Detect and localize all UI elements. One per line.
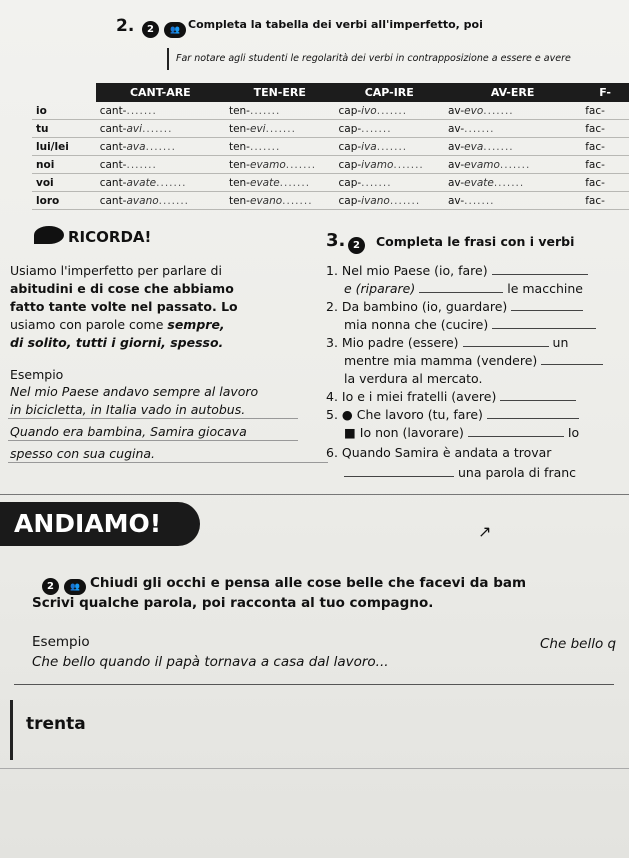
cell-handwritten-answer: evo [464,104,484,117]
cell-stem: cant- [99,140,127,153]
table-cell-cap[interactable] [335,102,445,120]
cell-handwritten-answer: avano [126,194,159,207]
table-cell-f [581,120,629,138]
table-cell-pron [32,120,96,138]
cell-dotted-blank: ....... [156,176,187,189]
pair-work-icon: 2 [142,21,159,38]
andiamo-badges [42,574,86,595]
andiamo-write-line [14,684,614,685]
cell-stem: tu [36,122,49,135]
cell-dotted-blank: ....... [389,194,421,207]
ricorda-divider-2 [8,440,298,441]
table-header-cantare: CANT-ARE [96,83,225,102]
cell-stem: av- [448,104,465,117]
answer-blank-2[interactable] [419,280,503,293]
cell-stem: cant- [99,122,127,135]
ricorda-example-4: spesso con sua cugina. [10,446,156,461]
answer-blank-5[interactable] [463,334,549,347]
cell-handwritten-answer: evate [249,176,280,189]
exercise-2-teacher-note: Far notare agli studenti le regolarità dei verbi in contrapposizione a essere e avere [176,53,571,64]
cell-stem: cant- [99,104,127,117]
cell-handwritten-answer: evamo [464,158,500,171]
pair-work-icon: 2 [348,237,365,254]
sentence-1a-text: 1. Nel mio Paese (io, fare) [326,263,488,278]
cell-dotted-blank: ....... [376,140,408,153]
sentence-4-text: 4. Io e i miei fratelli (avere) [326,389,497,404]
sentence-3d: la verdura al mercato. [344,371,483,386]
table-cell-f [581,102,629,120]
table-cell-pron [32,174,96,192]
cell-handwritten-answer: avi [126,122,143,135]
table-cell-f [581,174,629,192]
ricorda-example-label: Esempio [10,367,64,382]
table-cell-cant[interactable] [96,102,225,120]
exercise-3-number: 3. [326,230,346,251]
cell-dotted-blank: ....... [249,140,281,153]
cell-stem: ten- [228,104,250,117]
table-cell-ten[interactable] [225,120,335,138]
table-cell-av[interactable] [444,174,581,192]
table-row [32,102,629,120]
cell-handwritten-answer: evi [249,122,266,135]
table-cell-cant[interactable] [96,156,225,174]
cell-dotted-blank: ....... [145,140,176,153]
sentence-5a [326,406,579,423]
answer-blank-3[interactable] [511,298,583,311]
table-cell-cant[interactable] [96,138,225,156]
table-cell-cap[interactable] [335,138,445,156]
cell-dotted-blank: ....... [265,122,296,135]
exercise-2-instruction: Completa la tabella dei verbi all'imperfetto, poi [188,18,483,31]
table-cell-cap[interactable] [335,174,445,192]
cell-stem: ten- [228,176,250,189]
cell-dotted-blank: ....... [393,158,424,171]
cell-handwritten-answer: evate [464,176,494,189]
group-icon: 👥 [64,579,86,595]
table-header-empty [32,83,96,102]
table-cell-av[interactable] [444,156,581,174]
cell-stem: voi [36,176,54,189]
cell-dotted-blank: ....... [493,176,525,189]
sentence-2a-text: 2. Da bambino (io, guardare) [326,299,508,314]
cell-dotted-blank: ....... [499,158,531,171]
sentence-5c-text: Io [567,425,580,440]
cell-dotted-blank: ....... [142,122,173,135]
cell-dotted-blank: ....... [158,194,190,207]
table-header-row [32,83,629,102]
andiamo-example-label: Esempio [32,634,90,650]
cell-stem: ten- [228,194,250,207]
cell-handwritten-answer: iva [361,140,377,153]
ricorda-example-1: Nel mio Paese andavo sempre al lavoro [10,384,259,399]
verb-conjugation-table [32,83,629,210]
cell-dotted-blank: ....... [126,158,157,171]
cursor-arrow-icon: ↗ [478,522,492,541]
exercise-3-instruction: Completa le frasi con i verbi [376,234,575,249]
cell-stem: cap- [338,140,362,153]
table-cell-cap[interactable] [335,120,445,138]
cell-stem: cap- [338,104,362,117]
ricorda-example-2: in bicicletta, in Italia vado in autobus. [10,402,246,417]
sentence-1c-text: le macchine [507,281,583,296]
table-cell-av[interactable] [444,138,581,156]
answer-blank-8[interactable] [487,406,579,419]
table-cell-cap[interactable] [335,156,445,174]
ricorda-example-3: Quando era bambina, Samira giocava [10,424,247,439]
answer-blank-6[interactable] [541,352,603,365]
cell-stem: fac- [585,140,605,153]
sentence-2b-text: mia nonna che (cucire) [344,317,489,332]
table-cell-ten[interactable] [225,138,335,156]
sentence-4 [326,388,576,405]
cell-handwritten-answer: evano [249,194,283,207]
cell-handwritten-answer: ivamo [361,158,394,171]
cell-stem: cap- [338,176,362,189]
cell-stem: cant- [99,194,127,207]
table-cell-cant[interactable] [96,174,225,192]
table-cell-ten[interactable] [225,102,335,120]
cell-stem: cant- [99,176,127,189]
cell-dotted-blank: ....... [285,158,317,171]
cell-dotted-blank: ....... [483,104,514,117]
sentence-3a [326,334,568,351]
table-row [32,120,629,138]
ricorda-line-4 [10,316,225,333]
ricorda-title: RICORDA! [68,228,152,246]
table-header-tenere: TEN-ERE [225,83,335,102]
cell-dotted-blank: ....... [376,104,408,117]
answer-blank-4[interactable] [492,316,596,329]
cell-stem: loro [36,194,60,207]
andiamo-instruction-2: Scrivi qualche parola, poi racconta al tuo compagno. [32,595,434,611]
cell-handwritten-answer: ivo [361,104,377,117]
ricorda-line-4a: usiamo con parole come [10,317,168,332]
answer-blank-7[interactable] [500,388,576,401]
sentence-3b-text: un [552,335,569,350]
ricorda-divider-3 [8,462,328,463]
ricorda-line-1: Usiamo l'imperfetto per parlare di [10,263,222,278]
sentence-6a: 6. Quando Samira è andata a trovar [326,445,552,460]
ricorda-line-4b: sempre, [167,317,225,332]
answer-blank-10[interactable] [344,464,454,477]
sentence-1b-text: e (riparare) [344,281,416,296]
sentence-1b [344,280,583,297]
cell-stem: fac- [585,158,605,171]
cell-stem: noi [36,158,55,171]
cell-stem: lui/lei [36,140,69,153]
cell-dotted-blank: ....... [361,122,392,135]
table-cell-av[interactable] [444,102,581,120]
table-row [32,138,629,156]
ricorda-line-3: fatto tante volte nel passato. Lo [10,299,238,314]
table-cell-pron [32,102,96,120]
cell-stem: fac- [585,176,605,189]
table-header-avere: AV-ERE [444,83,581,102]
cell-stem: ten- [228,158,250,171]
sentence-6b [344,464,576,481]
group-icon: 👥 [164,22,186,38]
answer-blank-1[interactable] [492,262,588,275]
pair-work-icon: 2 [42,578,59,595]
cell-dotted-blank: ....... [282,194,313,207]
cell-handwritten-answer: ava [126,140,146,153]
table-cell-ten[interactable] [225,174,335,192]
table-cell-pron [32,156,96,174]
sentence-3a-text: 3. Mio padre (essere) [326,335,459,350]
cell-stem: cap- [338,122,362,135]
cell-stem: fac- [585,122,605,135]
footer-rule [0,768,629,769]
table-header-capire: CAP-IRE [335,83,445,102]
ricorda-bubble-icon [34,226,64,244]
cell-stem: cant- [99,158,127,171]
exercise-2-number: 2. [116,16,135,36]
sentence-5b-text: ■ Io non (lavorare) [344,425,464,440]
section-divider [0,494,629,495]
cell-stem: cap- [338,194,362,207]
table-cell-cant[interactable] [96,120,225,138]
table-cell-pron [32,138,96,156]
cell-handwritten-answer: avate [126,176,157,189]
cell-dotted-blank: ....... [464,194,495,207]
andiamo-example-right: Che bello q [540,636,617,652]
cell-dotted-blank: ....... [249,104,281,117]
cell-stem: av- [448,140,465,153]
table-row [32,192,629,210]
footer-bar [10,700,13,760]
cell-dotted-blank: ....... [483,140,514,153]
table-row [32,174,629,192]
cell-handwritten-answer: evamo [249,158,286,171]
sentence-6b-text: una parola di franc [457,465,577,480]
cell-stem: av- [448,158,465,171]
table-cell-f [581,192,629,210]
andiamo-instruction-1: Chiudi gli occhi e pensa alle cose belle che facevi da bam [90,575,527,591]
table-cell-cant[interactable] [96,192,225,210]
cell-dotted-blank: ....... [279,176,311,189]
sentence-5a-text: 5. ● Che lavoro (tu, fare) [326,407,483,422]
table-cell-ten[interactable] [225,156,335,174]
sentence-1a [326,262,588,279]
table-header-fare: F- [581,83,629,102]
cell-handwritten-answer: ivano [361,194,390,207]
table-row [32,156,629,174]
sentence-3c-text: mentre mia mamma (vendere) [344,353,538,368]
table-cell-pron [32,192,96,210]
cell-stem: io [36,104,47,117]
andiamo-title: ANDIAMO! [0,502,200,546]
table-cell-f [581,138,629,156]
table-cell-ten[interactable] [225,192,335,210]
sentence-2b [344,316,596,333]
andiamo-example: Che bello quando il papà tornava a casa dal lavoro... [32,654,389,670]
table-cell-f [581,156,629,174]
page-number-word: trenta [26,714,86,734]
teacher-note-bar [167,48,169,70]
table-cell-av[interactable] [444,120,581,138]
cell-handwritten-answer: eva [464,140,484,153]
table-cell-cap[interactable] [335,192,445,210]
sentence-5b [344,424,579,441]
ricorda-divider-1 [8,418,298,419]
ricorda-line-5: di solito, tutti i giorni, spesso. [10,335,224,350]
answer-blank-9[interactable] [468,424,564,437]
ricorda-line-2: abitudini e di cose che abbiamo [10,281,234,296]
sentence-3c [344,352,603,369]
sentence-2a [326,298,583,315]
cell-stem: fac- [585,104,605,117]
cell-stem: ten- [228,140,250,153]
cell-stem: av- [448,176,465,189]
cell-dotted-blank: ....... [126,104,157,117]
cell-stem: fac- [585,194,605,207]
cell-stem: cap- [338,158,362,171]
cell-stem: ten- [228,122,250,135]
table-cell-av[interactable] [444,192,581,210]
cell-dotted-blank: ....... [464,122,495,135]
cell-stem: av- [448,194,465,207]
cell-stem: av- [448,122,465,135]
exercise-2-badges [142,17,186,38]
cell-dotted-blank: ....... [361,176,392,189]
